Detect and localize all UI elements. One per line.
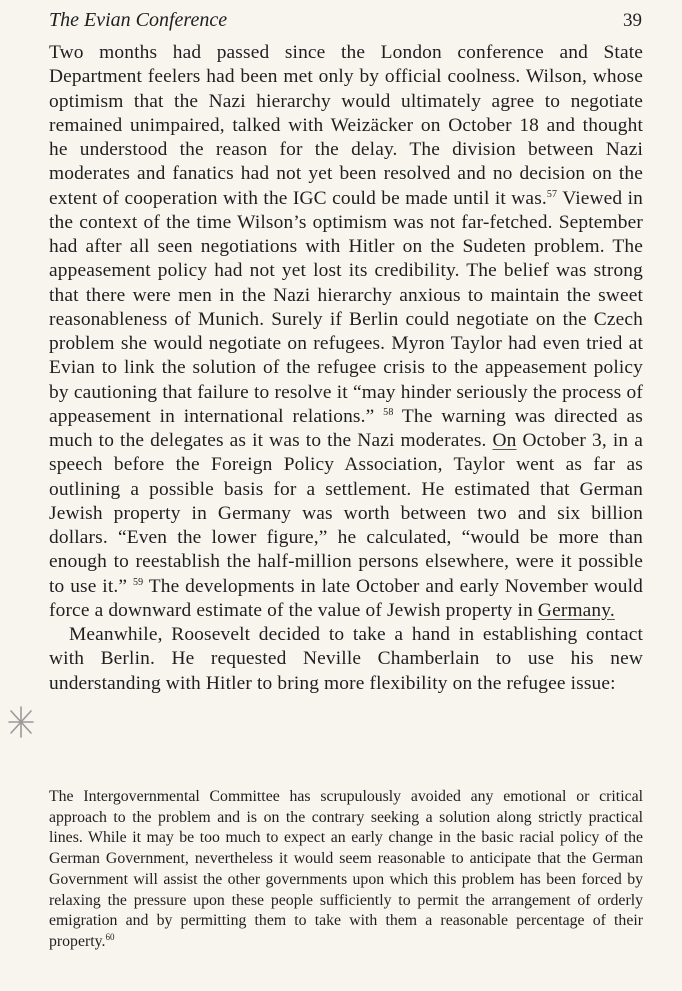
quote-text: The Intergovernmental Committee has scrupulously avoided any emotional or critical approach to the problem and is on the contrary seeking a solution along strictly practical lines. While it may be too much to expect an early change in the basic racial policy of the German Government, nevertheless it would seem reasonable to anticipate that the German Government will assist the other governments upon which this problem has been forced by relaxing the pressure upon these people sufficiently to permit the arrangement of orderly emigration and by permitting them to take with them a reasonable percentage of their property. bbox=[49, 788, 643, 950]
paragraph-1-part-5: The developments in late October and early November would force a downward estimate of the value of Jewish property in bbox=[49, 575, 643, 621]
pencil-underline-germany: Germany. bbox=[537, 599, 615, 621]
asterisk-pencil-mark-icon bbox=[6, 704, 36, 740]
footnote-ref-60: 60 bbox=[105, 931, 115, 942]
running-head bbox=[49, 9, 642, 37]
paragraph-1-part-4: October 3, in a speech before the Foreign Policy Association, Taylor went as far as outlining a possible basis for a settlement. He estimated that German Jewish property in Germany was worth between two and six billion dollars. “Even the lower figure,” he calculated, “would be more than enough to reestablish the half-million persons elsewhere, were it possible to use it.” bbox=[49, 430, 643, 597]
pencil-underline-on: On bbox=[492, 430, 517, 451]
page-number: 39 bbox=[623, 10, 642, 31]
quote-paragraph bbox=[49, 787, 643, 953]
paragraph-1-part-1: Two months had passed since the London conference and State Department feelers had been met only by official coolness. Wilson, whose optimism that the Nazi hierarchy would ultimately agree to negotiate remained unimpaired, talked with Weizäcker on October 18 and thought he understood the reason for the delay. The division between Nazi moderates and fanatics had not yet been resolved and no decision on the extent of cooperation with the IGC could be made until it was. bbox=[49, 42, 643, 209]
paragraph-2: Meanwhile, Roosevelt decided to take a hand in establishing contact with Berlin. He requested Neville Chamberlain to use his new understanding with Hitler to bring more flexibility on the refugee issue: bbox=[49, 624, 643, 694]
body-text bbox=[49, 41, 643, 696]
paragraph-1-part-3: The warning was directed as much to the delegates as it was to the Nazi moderates. bbox=[49, 405, 643, 451]
footnote-ref-58: 58 bbox=[383, 406, 394, 418]
paragraph-1-part-2: Viewed in the context of the time Wilson’s optimism was not far-fetched. September had after all seen negotiations with Hitler on the Sudeten problem. The appeasement policy had not yet lost its credibility. The belief was strong that there were men in the Nazi hierarchy anxious to maintain the sweet reasonableness of Munich. Surely if Berlin could negotiate on the Czech problem she would negotiate on refugees. Myron Taylor had even tried at Evian to link the solution of the refugee crisis to the appeasement policy by cautioning that failure to resolve it “may hinder seriously the process of appeasement in international relations.” bbox=[49, 187, 643, 427]
paragraph-1 bbox=[49, 41, 643, 623]
running-title: The Evian Conference bbox=[49, 9, 228, 31]
footnote-ref-59: 59 bbox=[132, 576, 144, 588]
footnote-ref-57: 57 bbox=[546, 188, 558, 200]
block-quote bbox=[49, 787, 643, 953]
